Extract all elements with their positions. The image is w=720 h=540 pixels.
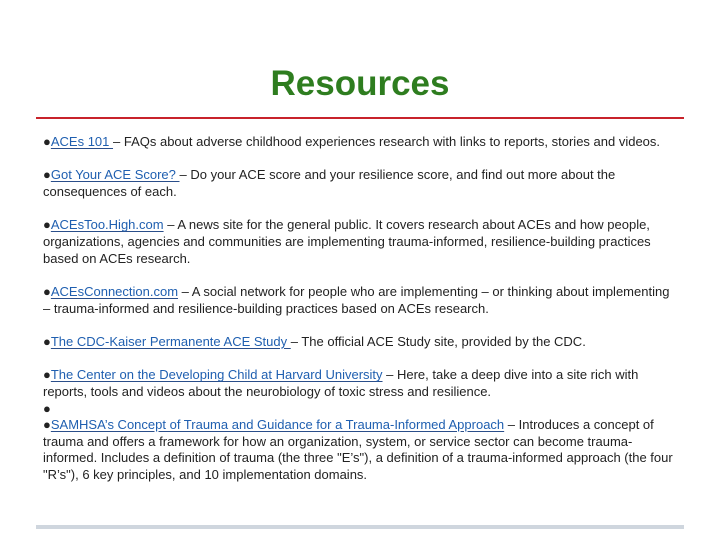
list-item [43, 367, 673, 400]
acestoohigh-link[interactable]: ACEsToo.High.com [50, 217, 164, 233]
footer-divider [36, 525, 684, 529]
bullet: ● [43, 367, 51, 383]
list-item [43, 334, 673, 351]
acesconnection-link[interactable]: ACEsConnection.com [50, 283, 179, 299]
item-description: – The official ACE Study site, provided by the CDC. [290, 333, 586, 349]
samhsa-link[interactable]: SAMHSA’s Concept of Trauma and Guidance for a Trauma-Informed Approach [50, 417, 505, 433]
bullet: ● [43, 417, 51, 433]
item-description: – Here, take a deep dive into a site rich with reports, tools and videos about the neurobiology of toxic stress and resilience. [43, 367, 639, 399]
title-divider [36, 117, 684, 119]
item-description: – Introduces a concept of trauma and offers a framework for how an organization, system, or service sector can become trauma-informed. Includes a definition of trauma (the three "E’s"), a definition of a trauma-informed approach (the four "R’s"), 6 key principles, and 10 implementation domains. [43, 417, 673, 482]
list-item [43, 284, 673, 317]
resource-list [43, 134, 673, 483]
bullet: ● [43, 134, 51, 149]
item-description: – A news site for the general public. It covers research about ACEs and how people, organizations, agencies and communities are implementing trauma-informed, resilience-building practices based on ACEs research. [43, 217, 651, 266]
list-item [43, 134, 673, 151]
list-item [43, 167, 673, 200]
bullet: ● [43, 333, 51, 349]
bullet: ● [43, 400, 51, 416]
list-item [43, 217, 673, 267]
item-description: – A social network for people who are implementing – or thinking about implementing – trauma-informed and resilience-building practices based on ACEs research. [43, 283, 670, 316]
bullet: ● [43, 283, 51, 299]
aces-101-link[interactable]: ACEs 101 [50, 134, 114, 149]
page-title: Resources [270, 64, 450, 103]
bullet: ● [43, 167, 51, 183]
empty-bullet [43, 401, 673, 418]
ace-score-link[interactable]: Got Your ACE Score? [50, 167, 180, 183]
list-item [43, 417, 673, 483]
harvard-center-link[interactable]: The Center on the Developing Child at Harvard University [50, 367, 383, 383]
bullet: ● [43, 217, 51, 233]
item-description: – Do your ACE score and your resilience score, and find out more about the consequences of each. [43, 167, 616, 199]
cdc-ace-study-link[interactable]: The CDC-Kaiser Permanente ACE Study [50, 333, 291, 349]
item-description: – FAQs about adverse childhood experiences research with links to reports, stories and videos. [113, 134, 661, 149]
